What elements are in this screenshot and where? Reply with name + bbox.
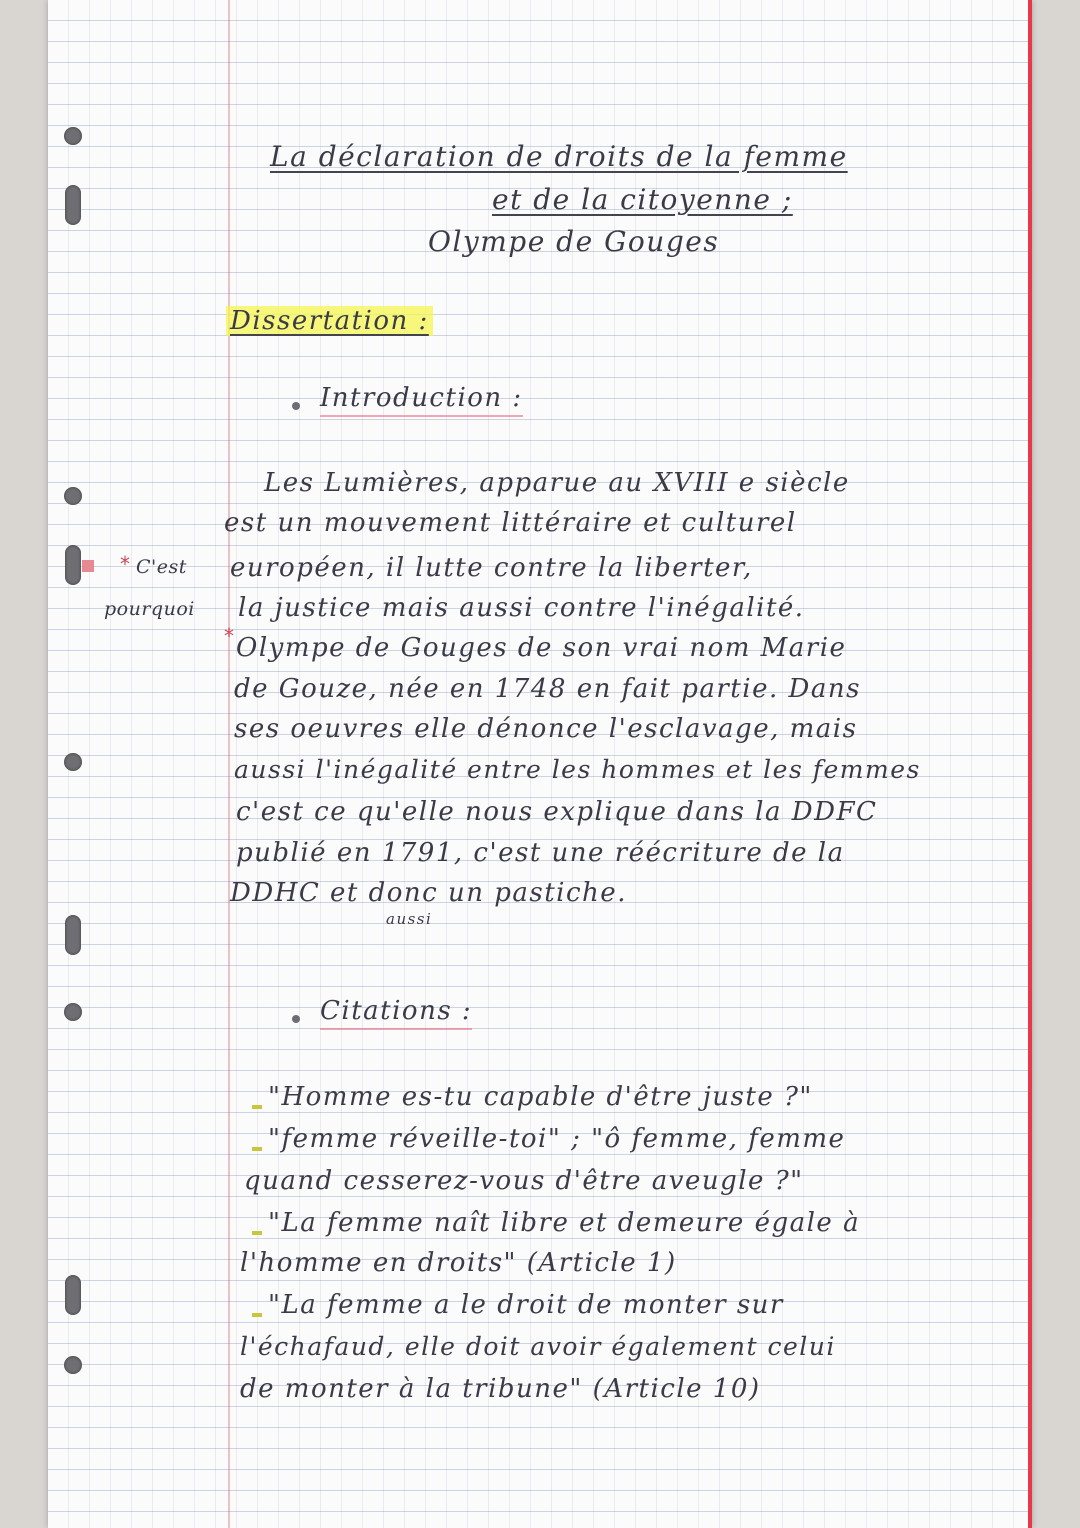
binder-hole — [64, 753, 82, 771]
binder-slot — [65, 915, 81, 955]
intro-line: est un mouvement littéraire et culturel — [224, 508, 797, 538]
intro-line: c'est ce qu'elle nous explique dans la DDFC — [236, 797, 878, 827]
highlight-dash — [252, 1231, 262, 1235]
heading-highlight: Dissertation : — [226, 306, 433, 336]
bullet-icon — [292, 1015, 300, 1023]
title-line-2: et de la citoyenne ; — [492, 183, 793, 216]
binder-hole — [64, 127, 82, 145]
intro-line: DDHC et donc un pastiche. — [230, 878, 627, 908]
asterisk-icon — [82, 560, 94, 572]
binder-slot — [65, 1275, 81, 1315]
margin-note-line-2: pourquoi — [104, 598, 195, 620]
citation-line: "La femme naît libre et demeure égale à — [268, 1208, 861, 1238]
intro-line: européen, il lutte contre la liberter, — [230, 553, 753, 583]
introduction-label — [320, 383, 523, 413]
citation-line: l'échafaud, elle doit avoir également celui — [240, 1332, 836, 1361]
binder-slot — [65, 545, 81, 585]
highlight-dash — [252, 1105, 262, 1109]
intro-line: ses oeuvres elle dénonce l'esclavage, mais — [234, 714, 858, 744]
intro-line: aussi l'inégalité entre les hommes et les femmes — [234, 755, 921, 784]
highlight-dash — [252, 1313, 262, 1317]
binder-hole — [64, 1003, 82, 1021]
citations-label-text: Citations : — [320, 996, 472, 1030]
citations-label — [320, 996, 472, 1026]
citation-line: l'homme en droits" (Article 1) — [240, 1248, 677, 1278]
binder-hole — [64, 1356, 82, 1374]
margin-note-line-1: C'est — [136, 556, 187, 578]
citation-line: quand cesserez-vous d'être aveugle ?" — [244, 1166, 804, 1196]
intro-line: publié en 1791, c'est une réécriture de la — [236, 838, 845, 868]
intro-line: la justice mais aussi contre l'inégalité. — [238, 593, 805, 623]
inserted-word: aussi — [386, 910, 433, 928]
citation-line: "Homme es-tu capable d'être juste ?" — [268, 1082, 813, 1112]
intro-line: de Gouze, née en 1748 en fait partie. Dans — [234, 674, 861, 704]
title-line-3: Olympe de Gouges — [428, 225, 720, 258]
citation-line: de monter à la tribune" (Article 10) — [240, 1374, 761, 1404]
highlight-dash — [252, 1147, 262, 1151]
introduction-label-text: Introduction : — [320, 383, 523, 417]
bullet-icon — [292, 402, 300, 410]
title-line-1: La déclaration de droits de la femme — [270, 140, 848, 173]
margin-line — [228, 0, 230, 1528]
binder-hole — [64, 487, 82, 505]
intro-line: Olympe de Gouges de son vrai nom Marie — [236, 633, 847, 663]
intro-line: Les Lumières, apparue au XVIII e siècle — [264, 468, 850, 498]
red-page-edge — [1028, 0, 1032, 1528]
section-heading — [226, 306, 433, 336]
citation-line: "femme réveille-toi" ; "ô femme, femme — [268, 1124, 846, 1154]
citation-line: "La femme a le droit de monter sur — [268, 1290, 784, 1320]
binder-slot — [65, 185, 81, 225]
asterisk-icon: * — [120, 552, 130, 576]
asterisk-icon: * — [224, 624, 234, 648]
